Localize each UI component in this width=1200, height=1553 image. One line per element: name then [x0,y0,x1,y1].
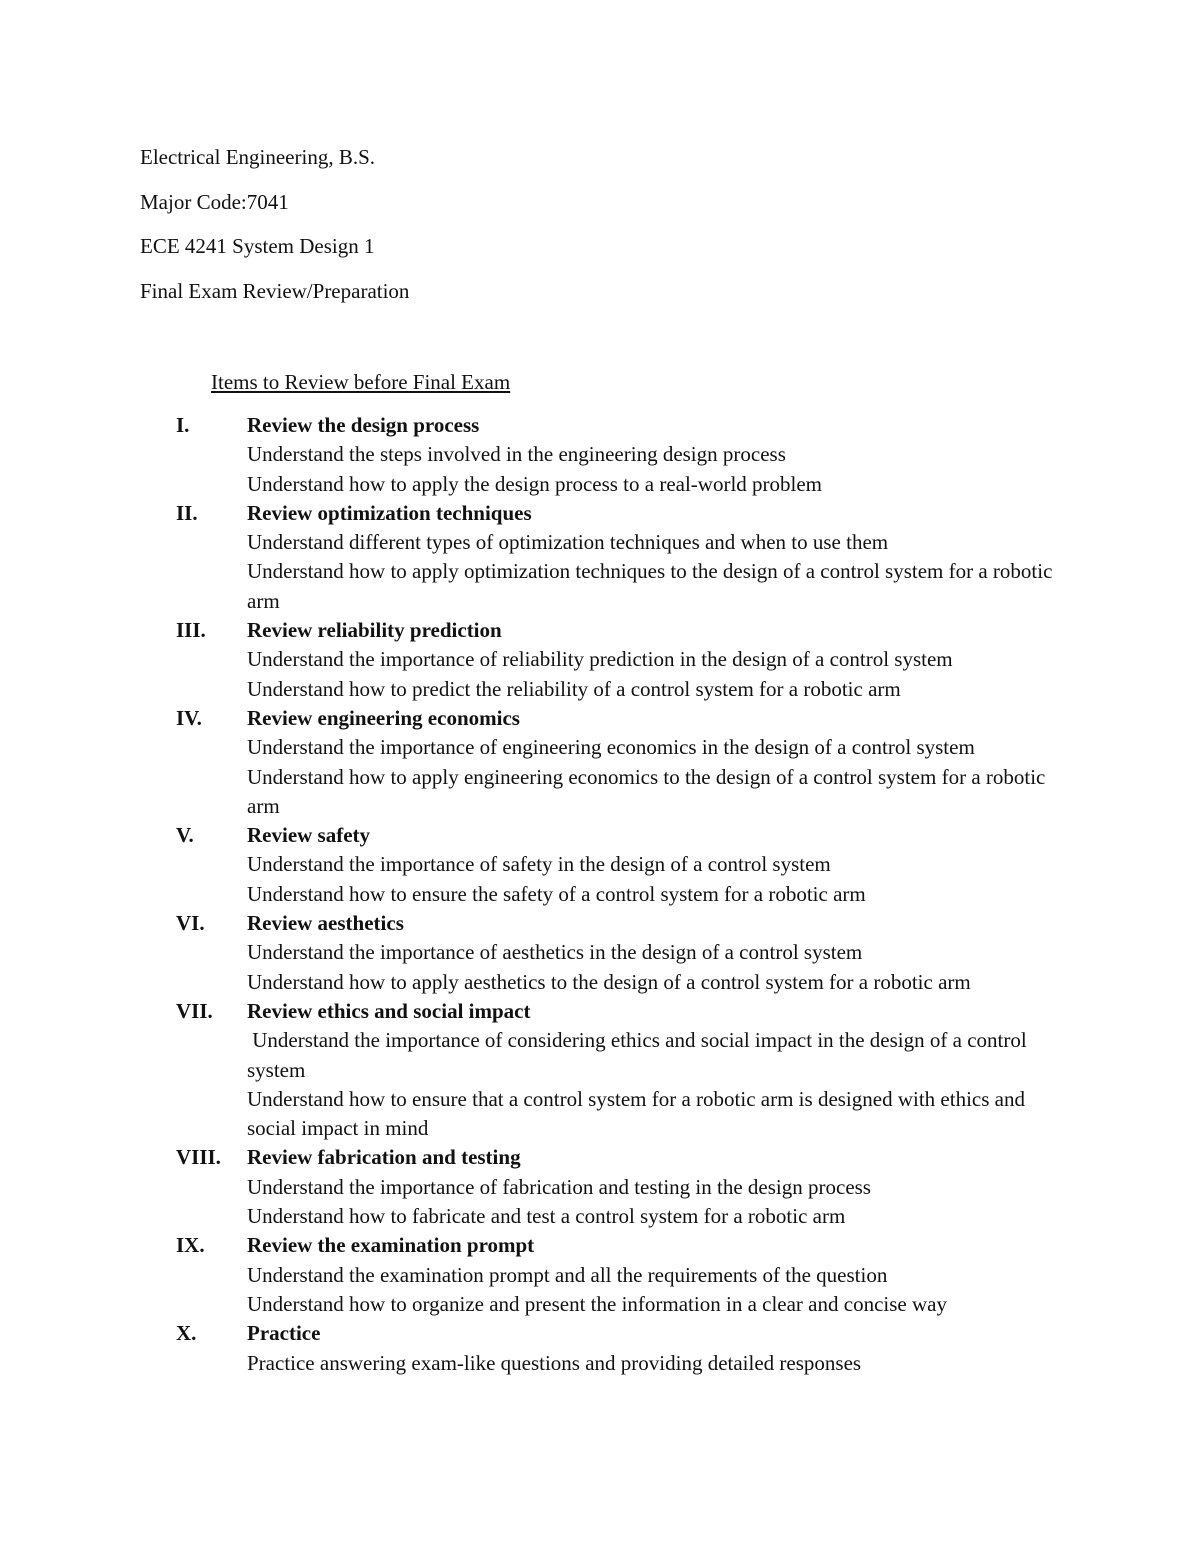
item-title: Review aesthetics [247,911,404,936]
item-detail: Understand the importance of aesthetics in the design of a control system [247,940,863,965]
review-list [176,411,1076,1378]
item-body [247,1231,1076,1319]
review-item [176,411,1076,499]
item-detail-list [247,850,1076,909]
item-detail: Understand how to predict the reliability of a control system for a robotic arm [247,676,901,701]
item-detail: Understand the importance of reliability prediction in the design of a control system [247,647,953,672]
item-numeral: IV. [176,705,202,730]
item-numeral: VIII. [176,1145,221,1170]
item-body [247,616,1076,704]
item-detail: Understand how to apply the design process to a real-world problem [247,471,823,496]
item-detail: Understand how to fabricate and test a control system for a robotic arm [247,1204,846,1229]
item-detail-list [247,440,1076,499]
item-numeral: VII. [176,998,213,1023]
item-body [247,411,1076,499]
item-detail-list [247,645,1076,704]
item-detail: Understand how to apply engineering economics to the design of a control system for a robotic arm [247,764,1051,818]
item-numeral: IX. [176,1233,205,1258]
item-detail: Understand different types of optimization techniques and when to use them [247,530,889,555]
item-numeral: VI. [176,911,205,936]
item-title: Review the examination prompt [247,1233,535,1258]
item-detail-list [247,733,1076,821]
item-body [247,1319,1076,1378]
item-title: Review optimization techniques [247,500,532,525]
review-item [176,499,1076,616]
item-detail: Understand how to apply aesthetics to the design of a control system for a robotic arm [247,969,971,994]
review-item [176,997,1076,1143]
item-detail: Understand the importance of engineering economics in the design of a control system [247,735,975,760]
item-title: Review fabrication and testing [247,1145,521,1170]
item-title: Review the design process [247,413,480,437]
item-detail: Understand how to apply optimization techniques to the design of a control system for a robotic arm [247,559,1058,613]
item-detail: Understand the importance of safety in the design of a control system [247,852,831,877]
item-title: Review safety [247,823,371,848]
major-code: Major Code:7041 [140,190,289,214]
item-detail-list [247,1173,1076,1232]
item-detail: Understand the examination prompt and all the requirements of the question [247,1262,888,1287]
document-purpose: Final Exam Review/Preparation [140,279,410,303]
item-detail: Understand the importance of fabrication and testing in the design process [247,1174,871,1199]
item-detail-list [247,1261,1076,1320]
item-detail: Understand how to organize and present the information in a clear and concise way [247,1291,947,1316]
item-title: Review reliability prediction [247,618,502,643]
review-item [176,1231,1076,1319]
item-detail: Understand how to ensure that a control system for a robotic arm is designed with ethics and social impact in mind [247,1086,1031,1141]
item-title: Practice [247,1321,321,1346]
item-numeral: I. [176,413,190,437]
course-title: ECE 4241 System Design 1 [140,234,375,258]
item-title: Review ethics and social impact [247,998,531,1023]
review-item [176,616,1076,704]
item-body [247,821,1076,909]
item-detail: Understand how to ensure the safety of a control system for a robotic arm [247,881,866,906]
review-item [176,704,1076,821]
review-item [176,1143,1076,1231]
review-item [176,1319,1076,1378]
item-detail-list [247,938,1076,997]
item-body [247,1143,1076,1231]
item-title: Review engineering economics [247,705,520,730]
item-body [247,997,1076,1143]
item-detail-list [247,1026,1076,1143]
item-numeral: X. [176,1321,197,1346]
item-detail-list [247,528,1076,616]
item-body [247,499,1076,616]
item-numeral: V. [176,823,194,848]
program-name: Electrical Engineering, B.S. [140,145,376,169]
item-detail: Understand the steps involved in the engineering design process [247,442,786,467]
item-detail: Practice answering exam-like questions and providing detailed responses [247,1350,862,1375]
item-body [247,704,1076,821]
item-detail: Understand the importance of considering ethics and social impact in the design of a control system [247,1028,1032,1082]
item-body [247,909,1076,997]
item-detail-list [247,1349,1076,1378]
review-heading: Items to Review before Final Exam [211,370,511,394]
review-item [176,821,1076,909]
item-numeral: II. [176,500,198,525]
item-numeral: III. [176,618,206,643]
review-item [176,909,1076,997]
